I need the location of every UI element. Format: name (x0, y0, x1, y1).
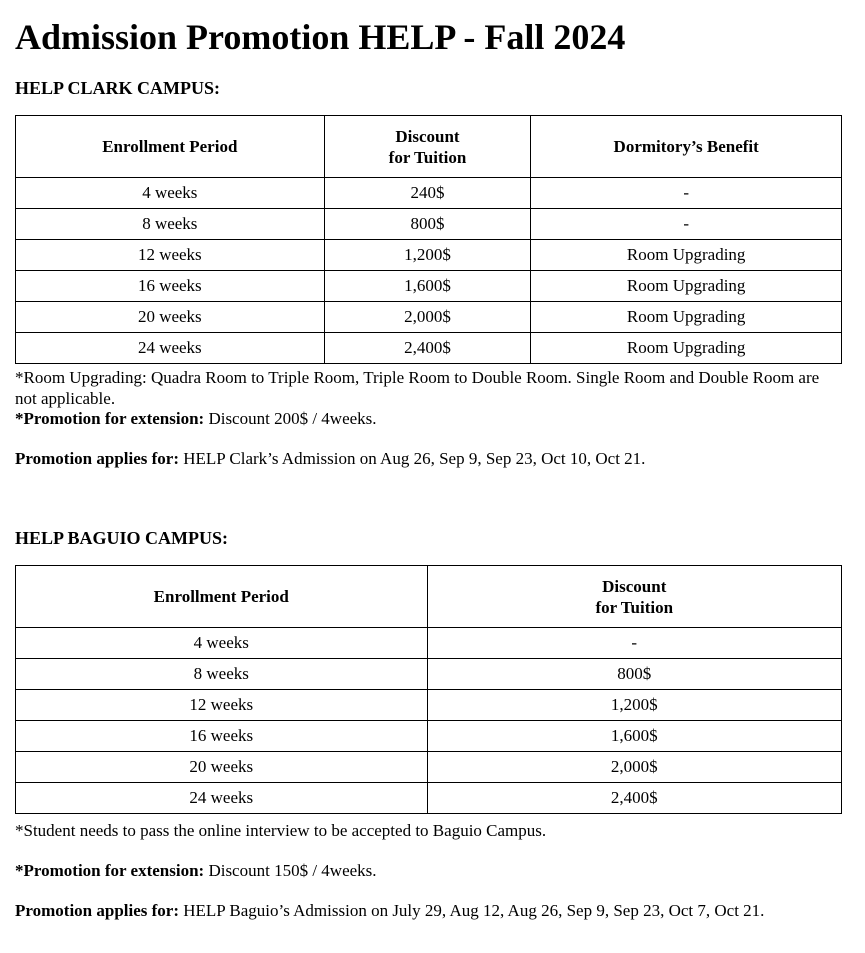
cell-period: 16 weeks (16, 721, 428, 752)
table-row (16, 783, 842, 814)
cell-discount: 1,600$ (427, 721, 841, 752)
cell-period: 12 weeks (16, 690, 428, 721)
table-header-row (16, 566, 842, 628)
header-discount-line2: for Tuition (388, 147, 467, 167)
cell-discount: 800$ (427, 659, 841, 690)
clark-promotion-table (15, 115, 842, 364)
cell-discount: 240$ (324, 178, 531, 209)
cell-dorm: Room Upgrading (531, 240, 842, 271)
cell-dorm: Room Upgrading (531, 333, 842, 364)
cell-period: 24 weeks (16, 783, 428, 814)
header-discount-line1: Discount (602, 576, 667, 596)
header-enrollment-period: Enrollment Period (16, 566, 428, 628)
table-header-row (16, 116, 842, 178)
cell-discount: 800$ (324, 209, 531, 240)
cell-period: 20 weeks (16, 752, 428, 783)
table-row (16, 690, 842, 721)
table-row (16, 178, 842, 209)
extension-value: Discount 200$ / 4weeks. (204, 409, 377, 428)
table-row (16, 209, 842, 240)
header-discount-tuition (427, 566, 841, 628)
clark-room-upgrade-note: *Room Upgrading: Quadra Room to Triple Room, Triple Room to Double Room. Single Room and Double Room are not applicable. (15, 368, 820, 408)
cell-discount: 1,200$ (324, 240, 531, 271)
header-discount-line1: Discount (395, 126, 460, 146)
header-discount-tuition (324, 116, 531, 178)
cell-period: 8 weeks (16, 659, 428, 690)
baguio-interview-note: *Student needs to pass the online interview to be accepted to Baguio Campus. (15, 821, 547, 840)
header-enrollment-period: Enrollment Period (16, 116, 325, 178)
cell-period: 12 weeks (16, 240, 325, 271)
cell-discount: 1,200$ (427, 690, 841, 721)
baguio-promotion-table (15, 565, 842, 814)
cell-dorm: Room Upgrading (531, 271, 842, 302)
baguio-applies-note (15, 900, 835, 921)
table-row (16, 271, 842, 302)
applies-value: HELP Clark’s Admission on Aug 26, Sep 9, Sep 23, Oct 10, Oct 21. (179, 449, 646, 468)
clark-extension-note (15, 408, 835, 429)
cell-dorm: - (531, 178, 842, 209)
cell-period: 24 weeks (16, 333, 325, 364)
baguio-campus-heading: HELP BAGUIO CAMPUS: (15, 528, 229, 548)
cell-period: 4 weeks (16, 628, 428, 659)
cell-discount: 1,600$ (324, 271, 531, 302)
table-row (16, 721, 842, 752)
cell-period: 16 weeks (16, 271, 325, 302)
baguio-extension-note (15, 860, 835, 881)
table-row (16, 302, 842, 333)
applies-value: HELP Baguio’s Admission on July 29, Aug 12, Aug 26, Sep 9, Sep 23, Oct 7, Oct 21. (179, 901, 765, 920)
clark-applies-note (15, 448, 835, 469)
table-row (16, 240, 842, 271)
cell-period: 4 weeks (16, 178, 325, 209)
applies-label: Promotion applies for: (15, 901, 180, 920)
table-row (16, 752, 842, 783)
cell-dorm: Room Upgrading (531, 302, 842, 333)
clark-campus-heading: HELP CLARK CAMPUS: (15, 78, 221, 98)
table-row (16, 333, 842, 364)
header-dormitory-benefit: Dormitory’s Benefit (531, 116, 842, 178)
cell-discount: 2,000$ (427, 752, 841, 783)
extension-label: *Promotion for extension: (15, 861, 205, 880)
cell-discount: 2,400$ (324, 333, 531, 364)
page-title: Admission Promotion HELP - Fall 2024 (15, 17, 626, 57)
header-discount-line2: for Tuition (595, 597, 674, 617)
applies-label: Promotion applies for: (15, 449, 180, 468)
table-row (16, 628, 842, 659)
extension-label: *Promotion for extension: (15, 409, 205, 428)
cell-discount: - (427, 628, 841, 659)
cell-period: 20 weeks (16, 302, 325, 333)
cell-dorm: - (531, 209, 842, 240)
cell-period: 8 weeks (16, 209, 325, 240)
table-row (16, 659, 842, 690)
cell-discount: 2,000$ (324, 302, 531, 333)
cell-discount: 2,400$ (427, 783, 841, 814)
extension-value: Discount 150$ / 4weeks. (204, 861, 377, 880)
